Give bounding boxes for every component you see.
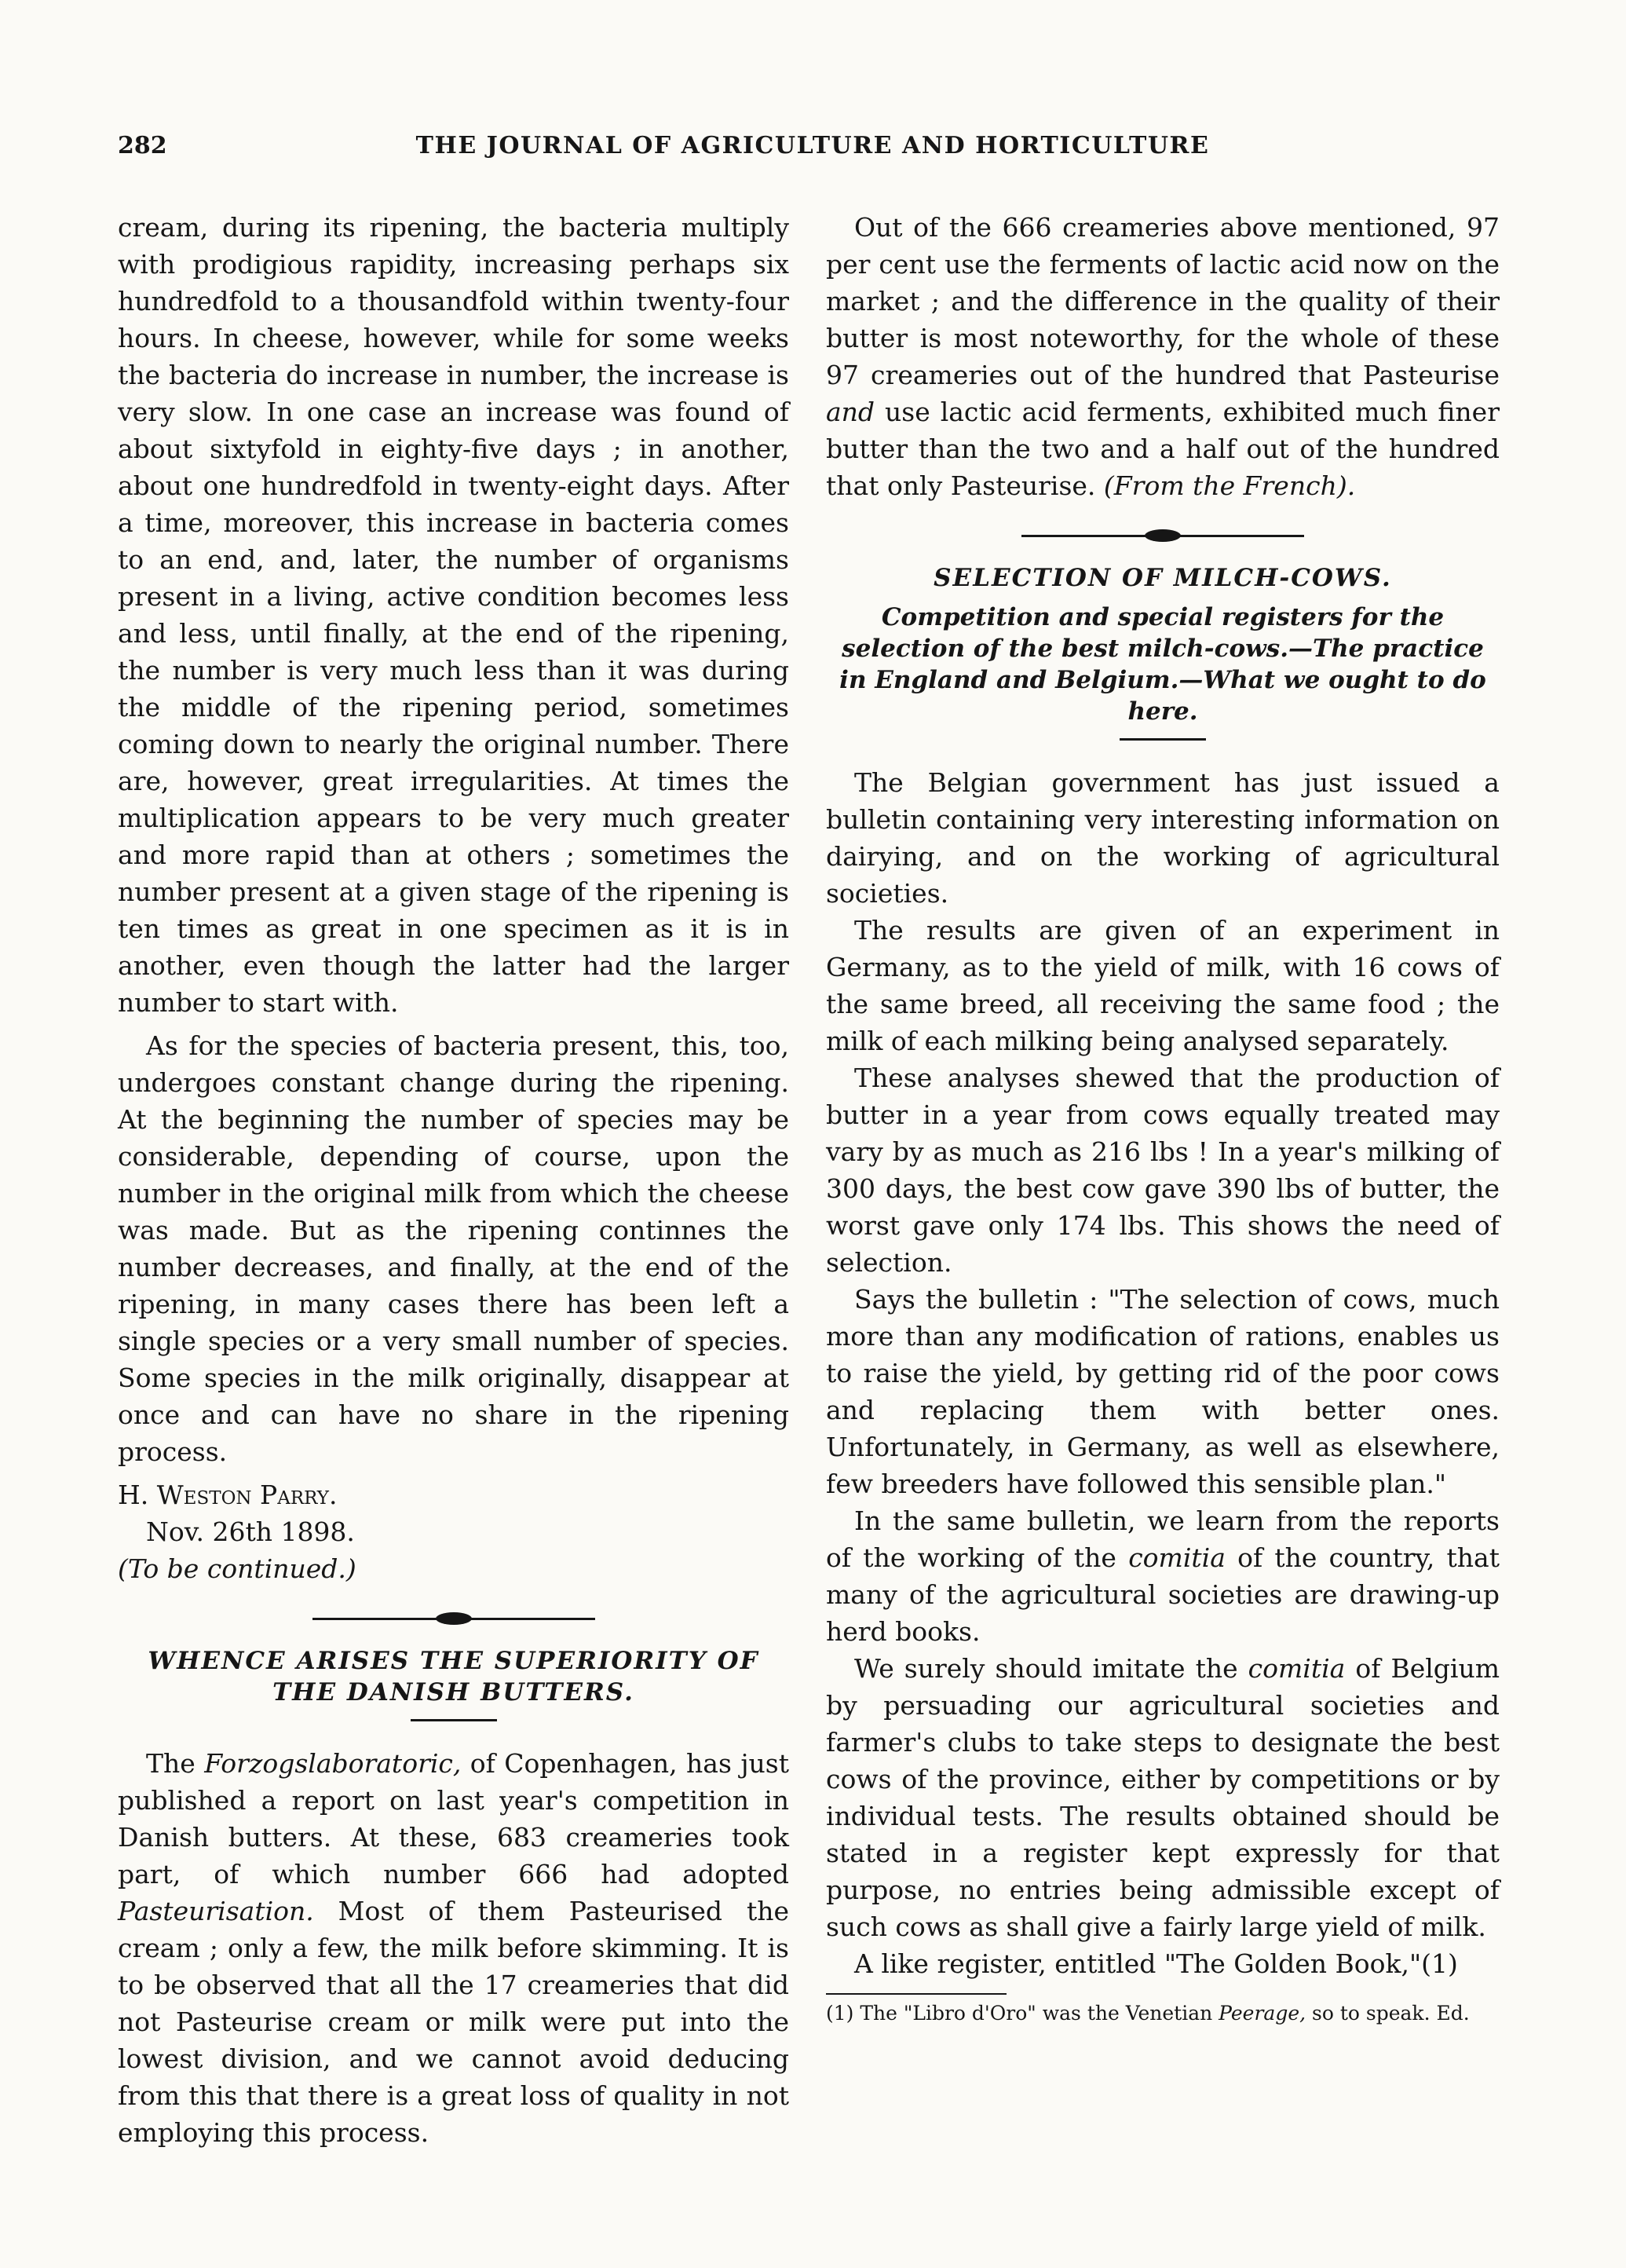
paragraph: In the same bulletin, we learn from the reports of the working of the comitia of the country, that many of the agricultural societies are drawing-up herd books. (826, 1505, 1500, 1647)
section-title: SELECTION OF MILCH-COWS. (934, 564, 1392, 592)
page-header (118, 132, 1507, 171)
paragraph: cream, during its ripening, the bacteria multiply with prodigious rapidity, increasing perhaps six hundredfold to a thousandfold within twenty-four hours. In cheese, however, while for some weeks the bacteria do increase in number, the increase is very slow. In one case an increase was found of about sixtyfold in eighty-five days ; in another, about one hundredfold in twenty-eight days. After a time, moreover, this increase in bacteria comes to an end, and, later, the number of organisms present in a living, active condition becomes less and less, until finally, at the end of the ripening, the number is very much less than it was during the middle of the ripening period, sometimes coming down to nearly the original number. There are, however, great irregularities. At times the multiplication appears to be very much greater and more rapid than at others ; sometimes the number present at a given stage of the ripening is ten times as great in one specimen as it is in another, even though the latter had the larger number to start with. (118, 212, 789, 1018)
paragraph: The Forzogslaboratoric, of Copenhagen, has just published a report on last year's competition in Danish butters. At these, 683 creameries took part, of which number 666 had adopted Pasteurisation. Most of them Pasteurised the cream ; only a few, the milk before skimming. It is to be observed that all the 17 creameries that did not Pasteurise cream or milk were put into the lowest division, and we cannot avoid deducing from this that there is a great loss of quality in not employing this process. (118, 1748, 789, 2148)
footnote: (1) The "Libro d'Oro" was the Venetian Peerage, so to speak. Ed. (826, 2002, 1470, 2025)
short-rule (1120, 738, 1206, 741)
left-column (118, 209, 789, 2151)
right-column (826, 209, 1500, 2026)
paragraph: We surely should imitate the comitia of Belgium by persuading our agricultural societies and farmer's clubs to take steps to designate the best cows of the province, either by competitions or by individual tests. The results obtained should be stated in a register kept expressly for that purpose, no entries being admissible except of such cows as shall give a fairly large yield of milk. (826, 1653, 1500, 1942)
paragraph: Says the bulletin : "The selection of cows, much more than any modification of rations, enables us to raise the yield, by getting rid of the poor cows and replacing them with better ones. Unfortunately, in Germany, as well as elsewhere, few breeders have followed this sensible plan." (826, 1284, 1500, 1499)
page-number: 282 (118, 132, 167, 159)
paragraph: The results are given of an experiment in Germany, as to the yield of milk, with 16 cows of the same breed, all receiving the same food ; the milk of each milking being analysed separately. (826, 915, 1500, 1056)
paragraph: A like register, entitled "The Golden Book,"(1) (854, 1948, 1458, 1979)
paragraph: The Belgian government has just issued a bulletin containing very interesting information on dairying, and on the working of agricultural societies. (826, 767, 1500, 909)
paragraph: Out of the 666 creameries above mentioned, 97 per cent use the ferments of lactic acid now on the market ; and the difference in the quality of their butter is most noteworthy, for the whole of these 97 creameries out of the hundred that Pasteurise and use lactic acid ferments, exhibited much finer butter than the two and a half out of the hundred that only Pasteurise. (From the French). (826, 212, 1500, 501)
paragraph: As for the species of bacteria present, this, too, undergoes constant change during the ripening. At the beginning the number of species may be considerable, depending of course, upon the number in the original milk from which the cheese was made. But as the ripening continnes the number decreases, and finally, at the end of the ripening, in many cases there has been left a single species or a very small number of species. Some species in the milk originally, disappear at once and can have no share in the ripening process. (118, 1030, 789, 1467)
paragraph: These analyses shewed that the production of butter in a year from cows equally treated may vary by as much as 216 lbs ! In a year's milking of 300 days, the best cow gave 390 lbs of butter, the worst gave only 174 lbs. This shows the need of selection. (826, 1063, 1500, 1278)
short-rule (411, 1719, 497, 1721)
section-ornament (1021, 528, 1304, 543)
running-head: THE JOURNAL OF AGRICULTURE AND HORTICULTURE (415, 132, 1210, 159)
to-be-continued: (To be continued.) (118, 1553, 356, 1584)
footnote-rule (826, 1993, 1007, 1995)
section-title: WHENCE ARISES THE SUPERIORITY OF THE DANISH BUTTERS. (148, 1647, 759, 1706)
section-subtitle: Competition and special registers for the selection of the best milch-cows.—The practice in England and Belgium.—What we ought to do here. (839, 603, 1486, 726)
section-ornament (312, 1611, 595, 1626)
signature-date: Nov. 26th 1898. (146, 1516, 355, 1547)
author-signature: H. Weston Parry. (118, 1480, 338, 1510)
